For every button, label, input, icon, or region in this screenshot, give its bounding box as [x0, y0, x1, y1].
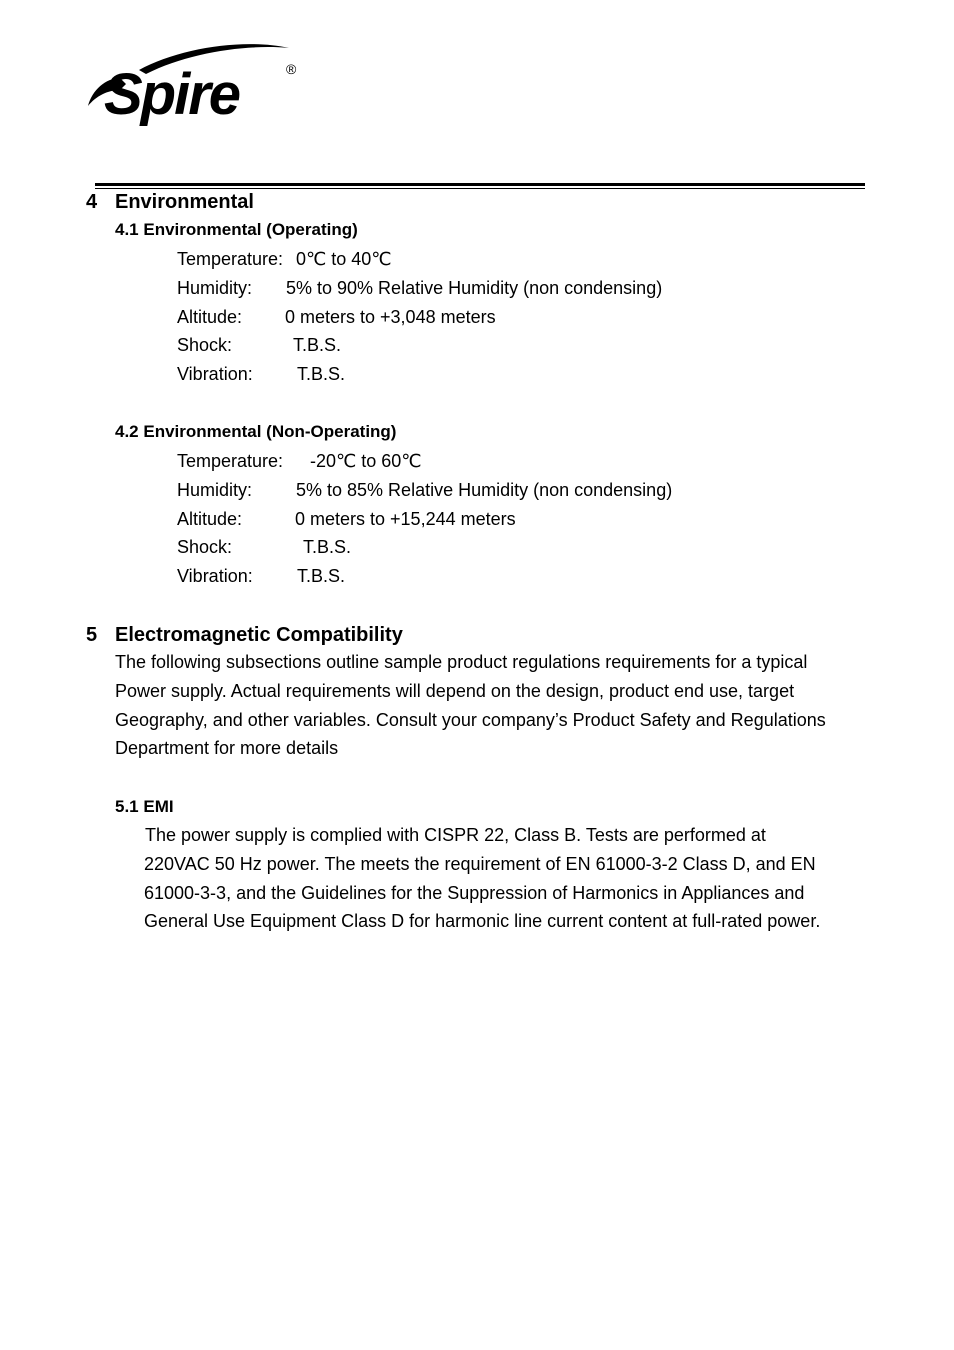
spec-label: Altitude:	[177, 509, 243, 529]
paragraph-line: Geography, and other variables. Consult your company’s Product Safety and Regulations	[115, 709, 826, 730]
paragraph-line: General Use Equipment Class D for harmonic line current content at full-rated power.	[144, 911, 821, 932]
header-rule-thin	[95, 188, 865, 189]
subsection-4-2-heading: 4.2 Environmental (Non-Operating)	[115, 422, 397, 441]
spec-label: Humidity:	[177, 278, 253, 298]
paragraph-line: Department for more details	[115, 738, 339, 759]
spec-label: Altitude:	[177, 307, 243, 327]
spec-value: 0℃ to 40℃	[296, 249, 392, 269]
spire-logo	[84, 40, 302, 130]
subsection-5-1-heading: 5.1 EMI	[115, 797, 174, 816]
section-number: 4	[86, 191, 98, 213]
spec-value: T.B.S.	[297, 364, 346, 384]
spec-label: Vibration:	[177, 566, 253, 586]
subsection-4-1-heading: 4.1 Environmental (Operating)	[115, 220, 358, 239]
header-rule-thick	[95, 183, 865, 186]
registered-mark: ®	[286, 61, 297, 77]
section-title: Environmental	[115, 191, 254, 213]
svg-text:Spire: Spire	[104, 62, 240, 127]
paragraph-line: 220VAC 50 Hz power. The meets the requirement of EN 61000-3-2 Class D, and EN	[144, 853, 816, 874]
section-title: Electromagnetic Compatibility	[115, 624, 403, 646]
paragraph-line: 61000-3-3, and the Guidelines for the Suppression of Harmonics in Appliances and	[144, 882, 805, 903]
section-5-intro	[115, 648, 826, 763]
spec-label: Temperature:	[177, 451, 284, 471]
spec-label: Humidity:	[177, 480, 253, 500]
spec-value: T.B.S.	[293, 335, 342, 355]
spec-label: Temperature:	[177, 249, 284, 269]
spec-value: T.B.S.	[303, 537, 352, 557]
spec-value: 5% to 85% Relative Humidity (non condensing)	[296, 480, 673, 500]
paragraph-line: Power supply. Actual requirements will depend on the design, product end use, target	[115, 680, 795, 701]
emi-paragraph	[144, 821, 820, 936]
spec-label: Shock:	[177, 335, 233, 355]
section-number: 5	[86, 624, 98, 646]
spec-value: T.B.S.	[297, 566, 346, 586]
spec-label: Shock:	[177, 537, 233, 557]
spec-value: 5% to 90% Relative Humidity (non condensing)	[286, 278, 663, 298]
spec-value: 0 meters to +3,048 meters	[285, 307, 496, 327]
spec-label: Vibration:	[177, 364, 253, 384]
spec-value: 0 meters to +15,244 meters	[295, 509, 516, 529]
paragraph-line: The following subsections outline sample product regulations requirements for a typical	[115, 652, 808, 672]
paragraph-line: The power supply is complied with CISPR 22, Class B. Tests are performed at	[145, 825, 766, 845]
spec-value: -20℃ to 60℃	[310, 451, 422, 471]
